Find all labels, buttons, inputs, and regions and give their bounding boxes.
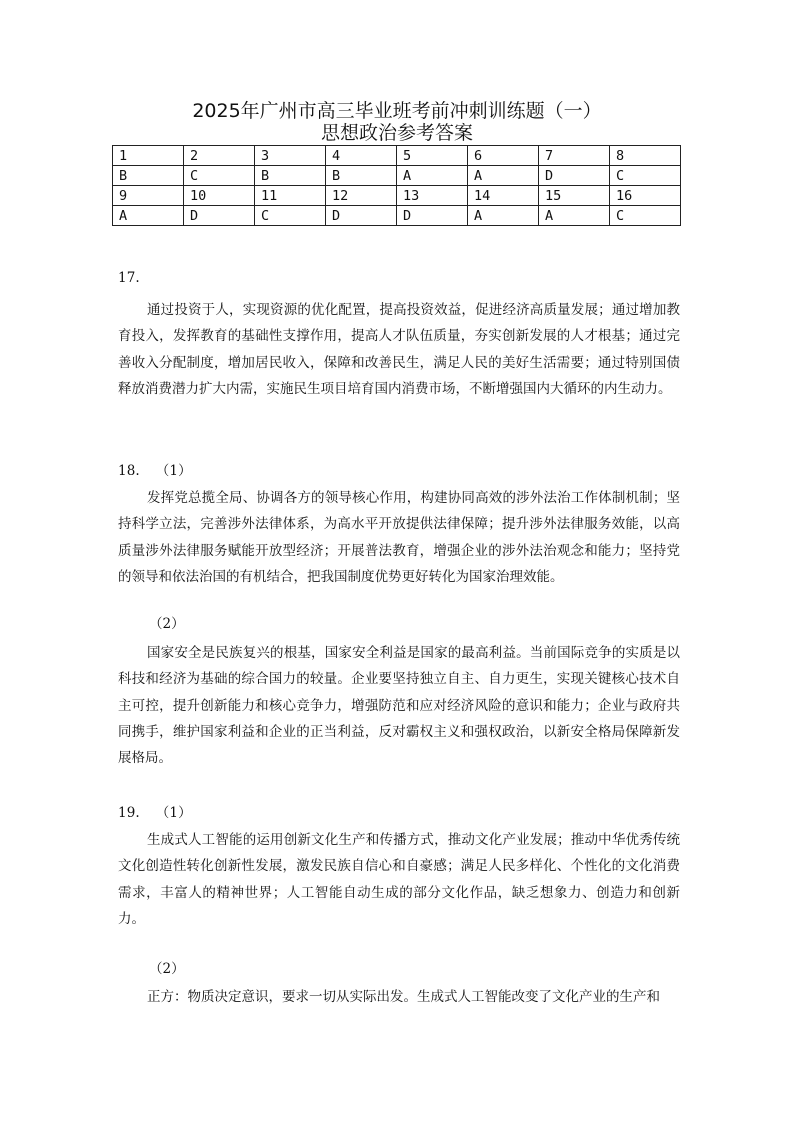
question-19-part2-answer: 正方：物质决定意识，要求一切从实际出发。生成式人工智能改变了文化产业的生产和 <box>147 989 660 1005</box>
table-cell: 2 <box>184 146 255 166</box>
table-cell: C <box>255 206 326 226</box>
table-cell: A <box>468 166 539 186</box>
table-cell: D <box>397 206 468 226</box>
table-cell: B <box>113 166 184 186</box>
question-19-part1-answer: 生成式人工智能的运用创新文化生产和传播方式，推动文化产业发展；推动中华优秀传统文化创造性转化创新性发展，激发民族自信心和自豪感；满足人民多样化、个性化的文化消费需求，丰富人的精神世界；人工智能自动生成的部分文化作品，缺乏想象力、创造力和创新力。 <box>118 832 680 927</box>
table-cell: 12 <box>326 186 397 206</box>
table-cell: 6 <box>468 146 539 166</box>
table-row <box>113 146 681 166</box>
table-cell: 15 <box>539 186 610 206</box>
table-cell: 1 <box>113 146 184 166</box>
part-label: （1） <box>155 805 192 821</box>
table-cell: 4 <box>326 146 397 166</box>
table-cell: A <box>113 206 184 226</box>
table-cell: A <box>397 166 468 186</box>
question-18-part2-label: （2） <box>149 616 185 632</box>
table-cell: 13 <box>397 186 468 206</box>
table-cell: D <box>539 166 610 186</box>
table-cell: A <box>539 206 610 226</box>
table-row <box>113 186 681 206</box>
question-17-answer: 通过投资于人，实现资源的优化配置，提高投资效益，促进经济高质量发展；通过增加教育投入，发挥教育的基础性支撑作用，提高人才队伍质量，夯实创新发展的人才根基；通过完善收入分配制度，增加居民收入，保障和改善民生，满足人民的美好生活需要；通过特别国债释放消费潜力扩大内需，实施民生项目培育国内消费市场，不断增强国内大循环的内生动力。 <box>118 302 680 397</box>
question-19-part2-label: （2） <box>149 961 185 977</box>
table-cell: D <box>184 206 255 226</box>
table-cell: 9 <box>113 186 184 206</box>
doc-subtitle: 思想政治参考答案 <box>320 122 473 144</box>
table-cell: 7 <box>539 146 610 166</box>
question-number: 18. <box>118 463 140 479</box>
table-cell: C <box>610 166 681 186</box>
answer-table <box>112 145 681 226</box>
table-cell: D <box>326 206 397 226</box>
table-cell: C <box>610 206 681 226</box>
table-cell: 3 <box>255 146 326 166</box>
question-number: 19. <box>118 805 140 821</box>
question-18-part1-answer: 发挥党总揽全局、协调各方的领导核心作用，构建协同高效的涉外法治工作体制机制；坚持科学立法，完善涉外法律体系，为高水平开放提供法律保障；提升涉外法律服务效能，以高质量涉外法律服务赋能开放型经济；开展普法教育，增强企业的涉外法治观念和能力；坚持党的领导和依法治国的有机结合，把我国制度优势更好转化为国家治理效能。 <box>118 490 680 585</box>
table-cell: C <box>184 166 255 186</box>
table-cell: B <box>255 166 326 186</box>
table-cell: A <box>468 206 539 226</box>
table-cell: B <box>326 166 397 186</box>
table-row <box>113 206 681 226</box>
question-18-number <box>118 459 688 479</box>
table-cell: 16 <box>610 186 681 206</box>
table-cell: 5 <box>397 146 468 166</box>
part-label: （1） <box>155 463 192 479</box>
question-19-number <box>118 801 688 821</box>
table-cell: 10 <box>184 186 255 206</box>
table-row <box>113 166 681 186</box>
table-cell: 11 <box>255 186 326 206</box>
question-17-number: 17. <box>118 270 140 286</box>
table-cell: 14 <box>468 186 539 206</box>
table-cell: 8 <box>610 146 681 166</box>
question-18-part2-answer: 国家安全是民族复兴的根基，国家安全利益是国家的最高利益。当前国际竞争的实质是以科技和经济为基础的综合国力的较量。企业要坚持独立自主、自力更生，实现关键核心技术自主可控，提升创新能力和核心竞争力，增强防范和应对经济风险的意识和能力；企业与政府共同携手，维护国家利益和企业的正当利益，反对霸权主义和强权政治，以新安全格局保障新发展格局。 <box>118 645 680 767</box>
doc-title: 2025年广州市高三毕业班考前冲刺训练题（一） <box>192 100 602 122</box>
